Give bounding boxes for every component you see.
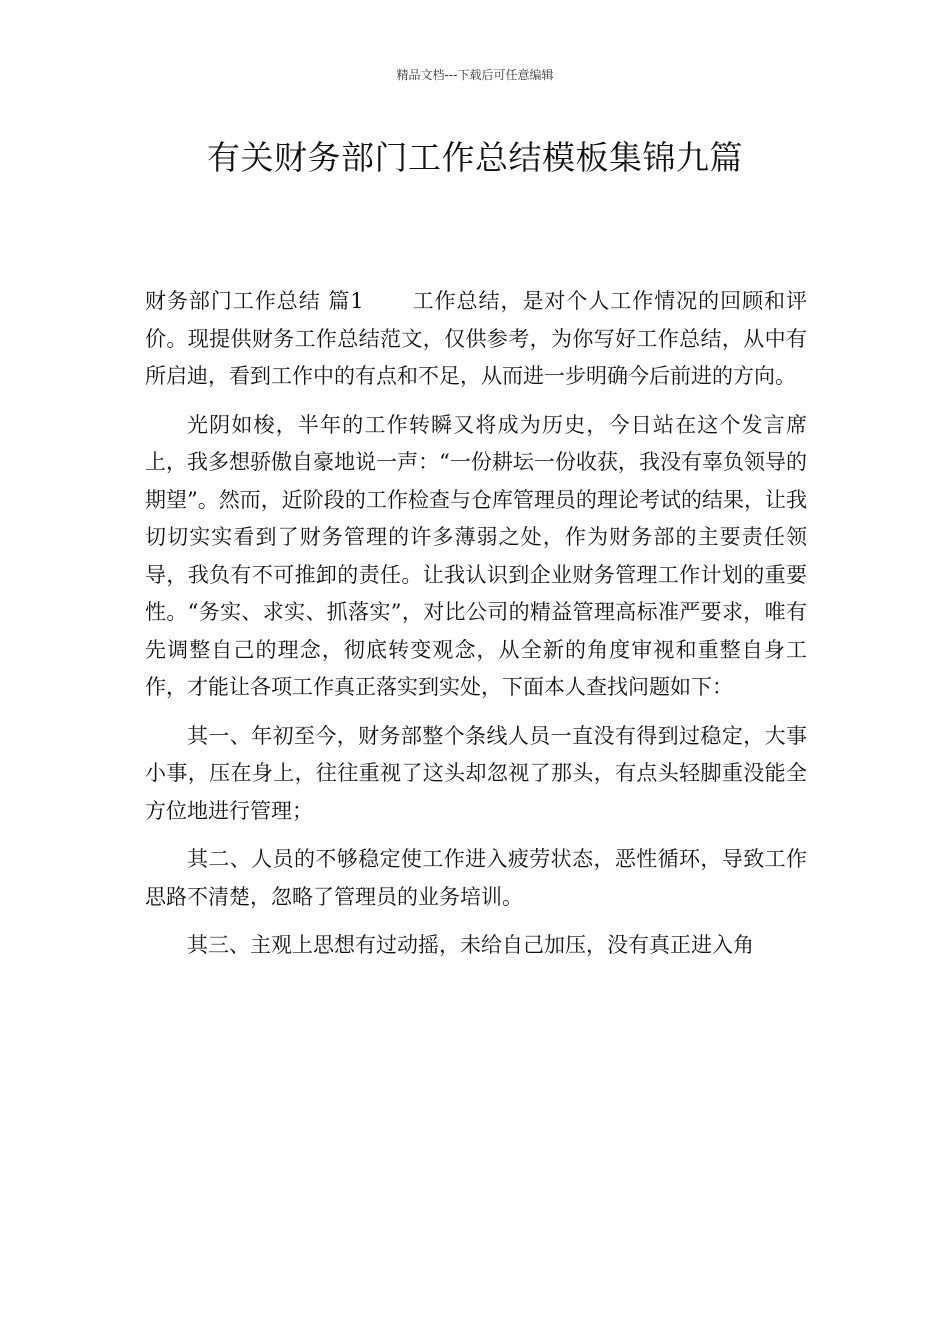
- document-body: [145, 283, 807, 976]
- document-title: 有关财务部门工作总结模板集锦九篇: [207, 138, 743, 177]
- paragraph-5: 其三、主观上思想有过动摇，未给自己加压，没有真正进入角: [187, 933, 754, 957]
- paragraph-4: 其二、人员的不够稳定使工作进入疲劳状态，恶性循环，导致工作思路不清楚，忽略了管理员的业务培训。: [145, 847, 807, 909]
- section-heading: 财务部门工作总结 篇1: [145, 289, 364, 313]
- paragraph-2: 光阴如梭，半年的工作转瞬又将成为历史，今日站在这个发言席上，我多想骄傲自豪地说一声：“一份耕坛一份收获，我没有辜负领导的期望”。然而，近阶段的工作检查与仓库管理员的理论考试的结果，让我切切实实看到了财务管理的许多薄弱之处，作为财务部的主要责任领导，我负有不可推卸的责任。让我认识到企业财务管理工作计划的重要性。“务实、求实、抓落实”，对比公司的精益管理高标准严要求，唯有先调整自己的理念，彻底转变观念，从全新的角度审视和重整自身工作，才能让各项工作真正落实到实处，下面本人查找问题如下：: [145, 412, 807, 699]
- paragraph-3: 其一、年初至今，财务部整个条线人员一直没有得到过稳定，大事小事，压在身上，往往重视了这头却忽视了那头，有点头轻脚重没能全方位地进行管理；: [145, 723, 807, 823]
- header-note: 精品文档---下载后可任意编辑: [396, 68, 554, 82]
- paragraph-1-text: 工作总结，是对个人工作情况的回顾和评价。现提供财务工作总结范文，仅供参考，为你写好工作总结，从中有所启迪，看到工作中的有点和不足，从而进一步明确今后前进的方向。: [145, 289, 807, 388]
- paragraph-1: [145, 283, 807, 396]
